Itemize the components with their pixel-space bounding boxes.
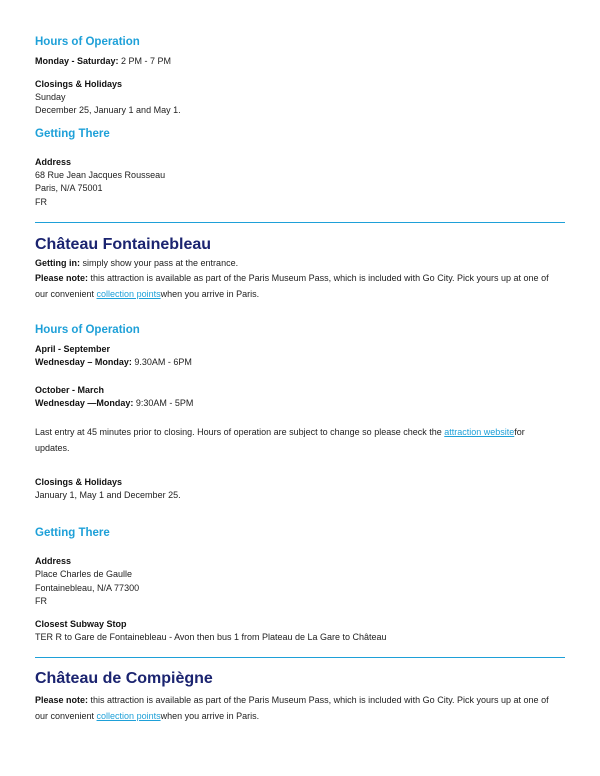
season-label: October - March: [35, 385, 105, 395]
season-label: April - September: [35, 344, 111, 354]
address-line: FR: [35, 197, 47, 207]
address-label: Address: [35, 556, 72, 566]
note-text: this attraction is available as part of the Paris Museum Pass, which is included with Go City. Pick yours up at one of our convenient: [35, 695, 549, 721]
section-title: Château de Compiègne: [35, 670, 213, 687]
getting-there-heading: Getting There: [35, 128, 110, 140]
address-line: FR: [35, 596, 47, 606]
season-hours: 9.30AM - 6PM: [131, 357, 192, 367]
note-paragraph: [35, 692, 560, 724]
note-tail: when you arrive in Paris.: [160, 289, 260, 299]
collection-points-link[interactable]: collection points: [96, 711, 161, 721]
season-days: Wednesday —Monday:: [35, 398, 134, 408]
getting-in-line: [35, 258, 238, 268]
address-line: Paris, N/A 75001: [35, 183, 103, 193]
closings-line: Sunday: [35, 92, 66, 102]
note-label: Please note:: [35, 695, 89, 705]
closings-label: Closings & Holidays: [35, 79, 123, 89]
address-line: 68 Rue Jean Jacques Rousseau: [35, 170, 166, 180]
last-entry-paragraph: [35, 424, 560, 456]
season-days: Wednesday – Monday:: [35, 357, 132, 367]
collection-points-link[interactable]: collection points: [96, 289, 161, 299]
note-paragraph: [35, 270, 560, 302]
note-label: Please note:: [35, 273, 89, 283]
closings-label: Closings & Holidays: [35, 477, 123, 487]
address-line: Place Charles de Gaulle: [35, 569, 133, 579]
section-divider: [35, 657, 565, 658]
season-hours-line: [35, 357, 192, 367]
closings-line: January 1, May 1 and December 25.: [35, 490, 181, 500]
attraction-website-link[interactable]: attraction website: [444, 427, 515, 437]
subway-text: TER R to Gare de Fontainebleau - Avon then bus 1 from Plateau de La Gare to Château: [35, 632, 387, 642]
subway-label: Closest Subway Stop: [35, 619, 127, 629]
address-label: Address: [35, 157, 72, 167]
last-entry-text: Last entry at 45 minutes prior to closing. Hours of operation are subject to change so please check the: [35, 427, 445, 437]
closings-line: December 25, January 1 and May 1.: [35, 105, 181, 115]
hours-value: 2 PM - 7 PM: [118, 56, 172, 66]
hours-heading: Hours of Operation: [35, 36, 140, 48]
season-hours: 9:30AM - 5PM: [133, 398, 194, 408]
last-entry-tail: for updates.: [35, 427, 525, 453]
getting-there-heading: Getting There: [35, 527, 110, 539]
section-title: Château Fontainebleau: [35, 236, 212, 253]
section-divider: [35, 222, 565, 223]
note-tail: when you arrive in Paris.: [160, 711, 260, 721]
hours-line: [35, 56, 171, 66]
hours-heading: Hours of Operation: [35, 324, 140, 336]
getting-in-text: simply show your pass at the entrance.: [80, 258, 239, 268]
hours-label: Monday - Saturday:: [35, 56, 119, 66]
getting-in-label: Getting in:: [35, 258, 80, 268]
season-hours-line: [35, 398, 193, 408]
address-line: Fontainebleau, N/A 77300: [35, 583, 140, 593]
note-text: this attraction is available as part of the Paris Museum Pass, which is included with Go City. Pick yours up at one of our convenient: [35, 273, 549, 299]
